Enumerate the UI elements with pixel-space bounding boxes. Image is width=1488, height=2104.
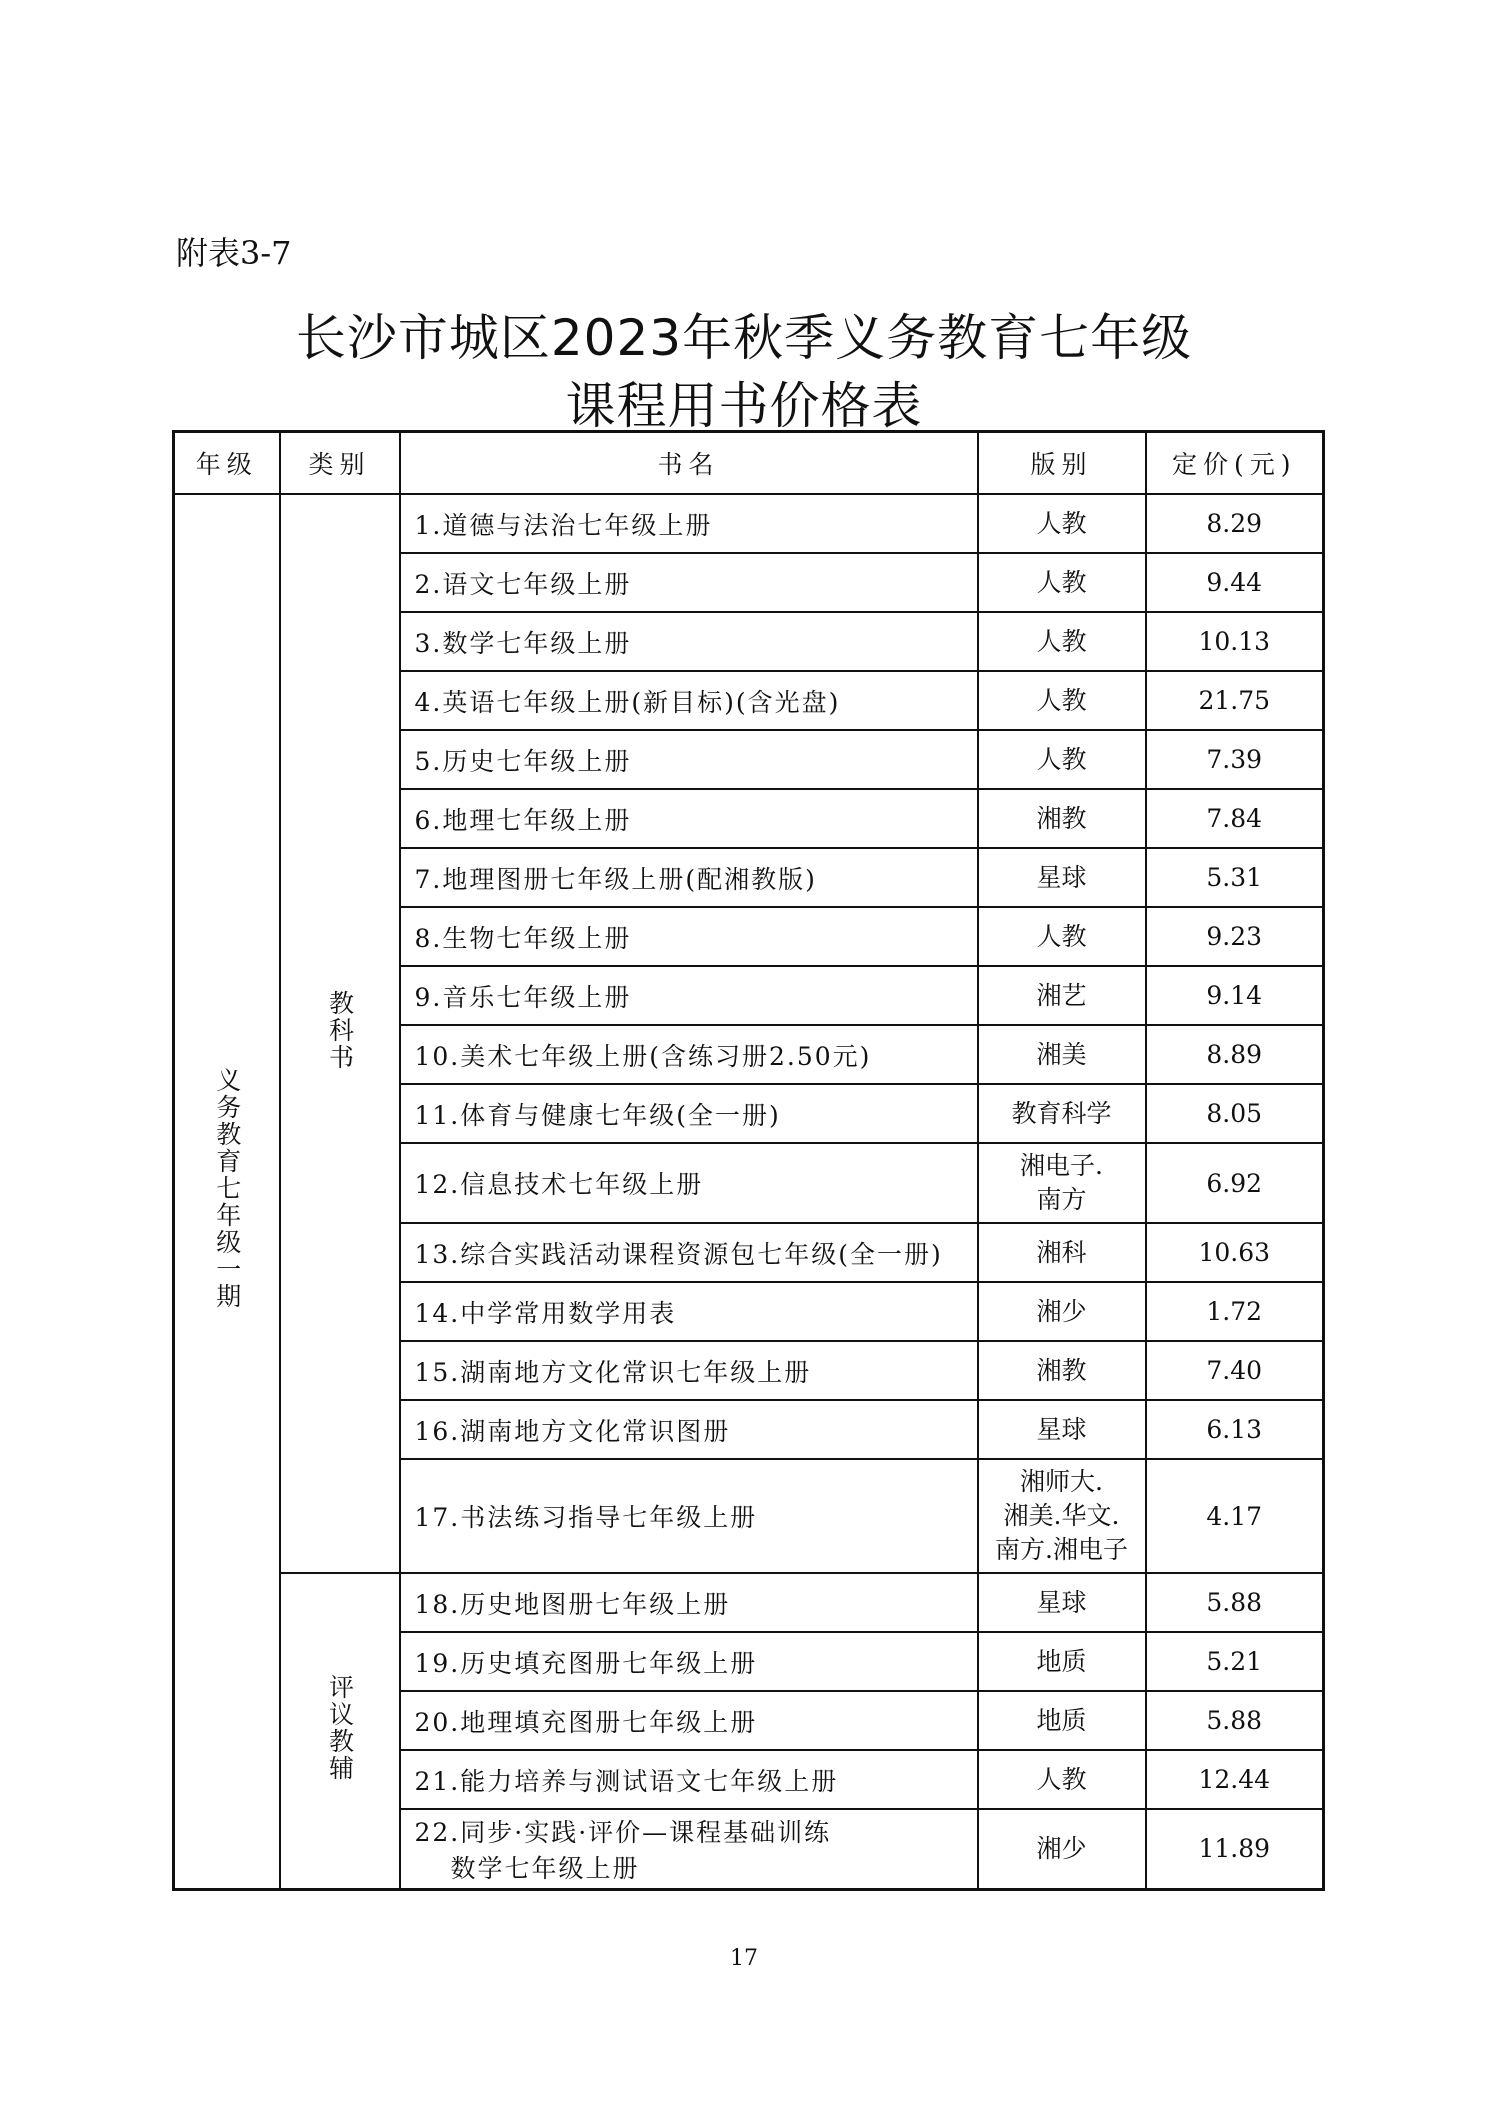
- edition-text: 星球: [1036, 862, 1087, 892]
- category-label: 评议教辅: [325, 1673, 355, 1782]
- price-cell: 4.17: [1146, 1459, 1324, 1573]
- edition-text: 星球: [1036, 1414, 1087, 1444]
- edition-text: 湘少: [1036, 1296, 1087, 1326]
- edition-text: 湘美.华文.: [1003, 1501, 1120, 1530]
- price-cell: 5.31: [1146, 848, 1324, 907]
- edition-text: 人教: [1036, 508, 1087, 538]
- book-name-cell: [400, 671, 978, 730]
- edition-cell: [978, 1025, 1146, 1084]
- edition-cell: [978, 1223, 1146, 1282]
- book-name-cell: [400, 1632, 978, 1691]
- edition-text: 湘艺: [1036, 980, 1087, 1010]
- book-name-cell: [400, 1459, 978, 1573]
- header-price: 定价(元): [1146, 432, 1324, 495]
- edition-cell: [978, 1400, 1146, 1459]
- book-name-cell: [400, 1084, 978, 1143]
- header-edition: 版别: [978, 432, 1146, 495]
- book-name: 18.历史地图册七年级上册: [414, 1589, 731, 1619]
- book-name-cell: [400, 789, 978, 848]
- book-name-cell: [400, 1282, 978, 1341]
- book-name: 4.英语七年级上册(新目标)(含光盘): [414, 687, 841, 717]
- edition-text: 湘教: [1036, 803, 1087, 833]
- book-name: 14.中学常用数学用表: [414, 1298, 677, 1328]
- edition-text: 地质: [1036, 1705, 1087, 1735]
- header-book-name: 书名: [400, 432, 978, 495]
- price-cell: 21.75: [1146, 671, 1324, 730]
- book-name: 12.信息技术七年级上册: [414, 1170, 704, 1199]
- book-name: 8.生物七年级上册: [414, 923, 632, 953]
- book-name: 21.能力培养与测试语文七年级上册: [414, 1766, 839, 1796]
- price-cell: 9.23: [1146, 907, 1324, 966]
- edition-text: 人教: [1036, 567, 1087, 597]
- book-name: 17.书法练习指导七年级上册: [414, 1503, 758, 1532]
- book-name: 22.同步·实践·评价—课程基础训练: [414, 1817, 832, 1847]
- edition-text: 湘师大.: [1020, 1467, 1103, 1496]
- book-name-cell: [400, 553, 978, 612]
- edition-text: 星球: [1036, 1587, 1087, 1617]
- price-cell: 11.89: [1146, 1809, 1324, 1889]
- edition-text: 湘科: [1036, 1237, 1087, 1267]
- category-cell-supplement: [280, 1573, 400, 1889]
- price-cell: 8.29: [1146, 494, 1324, 553]
- book-name: 20.地理填充图册七年级上册: [414, 1707, 758, 1737]
- grade-cell: [174, 494, 280, 1889]
- book-name: 19.历史填充图册七年级上册: [414, 1648, 758, 1678]
- book-name-cell: [400, 494, 978, 553]
- table-row: [174, 494, 1324, 553]
- edition-text: 湘电子.: [1020, 1151, 1103, 1180]
- price-cell: 6.92: [1146, 1143, 1324, 1223]
- book-name: 3.数学七年级上册: [414, 628, 632, 658]
- price-cell: 7.84: [1146, 789, 1324, 848]
- book-name: 16.湖南地方文化常识图册: [414, 1416, 731, 1446]
- appendix-label: 附表3-7: [176, 234, 292, 272]
- book-name-cell: [400, 848, 978, 907]
- edition-cell: [978, 1459, 1146, 1573]
- book-name-cell: [400, 1143, 978, 1223]
- edition-text: 湘美: [1036, 1039, 1087, 1069]
- price-cell: 9.44: [1146, 553, 1324, 612]
- book-name-cell: [400, 1341, 978, 1400]
- edition-cell: [978, 1282, 1146, 1341]
- book-name-cell: [400, 1223, 978, 1282]
- edition-cell: [978, 1573, 1146, 1632]
- page-title-line1: 长沙市城区2023年秋季义务教育七年级: [295, 309, 1193, 367]
- table-header-row: [174, 432, 1324, 495]
- edition-text: 南方: [1036, 1185, 1087, 1214]
- book-name-cell: [400, 612, 978, 671]
- price-cell: 10.13: [1146, 612, 1324, 671]
- book-name: 5.历史七年级上册: [414, 746, 632, 776]
- price-cell: 5.21: [1146, 1632, 1324, 1691]
- edition-text: 人教: [1036, 744, 1087, 774]
- edition-text: 湘教: [1036, 1355, 1087, 1385]
- header-category: 类别: [280, 432, 400, 495]
- book-name-cell: [400, 1400, 978, 1459]
- edition-cell: [978, 553, 1146, 612]
- book-name: 15.湖南地方文化常识七年级上册: [414, 1357, 812, 1387]
- header-grade: 年级: [174, 432, 280, 495]
- price-cell: 1.72: [1146, 1282, 1324, 1341]
- edition-cell: [978, 1750, 1146, 1809]
- page-title-line2: 课程用书价格表: [565, 377, 923, 435]
- price-cell: 6.13: [1146, 1400, 1324, 1459]
- book-name: 9.音乐七年级上册: [414, 982, 632, 1012]
- price-table: [172, 430, 1325, 1891]
- edition-cell: [978, 612, 1146, 671]
- book-name: 10.美术七年级上册(含练习册2.50元): [414, 1041, 872, 1071]
- book-name-cell: [400, 730, 978, 789]
- page-number: 17: [730, 1946, 758, 1971]
- edition-cell: [978, 1691, 1146, 1750]
- book-name-cell: [400, 966, 978, 1025]
- edition-text: 人教: [1036, 921, 1087, 951]
- edition-cell: [978, 1143, 1146, 1223]
- book-name-continued: 数学七年级上册: [450, 1853, 640, 1883]
- table-row: [174, 1573, 1324, 1632]
- edition-cell: [978, 730, 1146, 789]
- edition-cell: [978, 907, 1146, 966]
- book-name-cell: [400, 1809, 978, 1889]
- edition-text: 人教: [1036, 626, 1087, 656]
- book-name-cell: [400, 1750, 978, 1809]
- book-name: 6.地理七年级上册: [414, 805, 632, 835]
- book-name: 13.综合实践活动课程资源包七年级(全一册): [414, 1239, 943, 1269]
- edition-cell: [978, 1809, 1146, 1889]
- table-body: [174, 494, 1324, 1889]
- book-name-cell: [400, 1025, 978, 1084]
- edition-cell: [978, 966, 1146, 1025]
- book-name: 11.体育与健康七年级(全一册): [414, 1100, 781, 1130]
- category-label: 教科书: [325, 990, 355, 1071]
- price-cell: 9.14: [1146, 966, 1324, 1025]
- edition-cell: [978, 671, 1146, 730]
- book-name-cell: [400, 1573, 978, 1632]
- book-name: 2.语文七年级上册: [414, 569, 632, 599]
- price-cell: 8.05: [1146, 1084, 1324, 1143]
- edition-text: 地质: [1036, 1646, 1087, 1676]
- price-cell: 10.63: [1146, 1223, 1324, 1282]
- price-cell: 5.88: [1146, 1691, 1324, 1750]
- edition-text: 湘少: [1036, 1833, 1087, 1863]
- price-cell: 12.44: [1146, 1750, 1324, 1809]
- edition-cell: [978, 789, 1146, 848]
- edition-text: 教育科学: [1011, 1098, 1112, 1128]
- price-cell: 5.88: [1146, 1573, 1324, 1632]
- book-name: 7.地理图册七年级上册(配湘教版): [414, 864, 817, 894]
- edition-cell: [978, 1632, 1146, 1691]
- edition-text: 人教: [1036, 685, 1087, 715]
- book-name-cell: [400, 1691, 978, 1750]
- edition-cell: [978, 1341, 1146, 1400]
- book-name: 1.道德与法治七年级上册: [414, 510, 713, 540]
- edition-cell: [978, 494, 1146, 553]
- book-name-cell: [400, 907, 978, 966]
- category-cell-textbook: [280, 494, 400, 1573]
- edition-text: 人教: [1036, 1764, 1087, 1794]
- edition-text: 南方.湘电子: [995, 1535, 1128, 1564]
- edition-cell: [978, 848, 1146, 907]
- edition-cell: [978, 1084, 1146, 1143]
- price-cell: 8.89: [1146, 1025, 1324, 1084]
- price-cell: 7.40: [1146, 1341, 1324, 1400]
- price-cell: 7.39: [1146, 730, 1324, 789]
- grade-label: 义务教育七年级一期: [212, 1066, 242, 1310]
